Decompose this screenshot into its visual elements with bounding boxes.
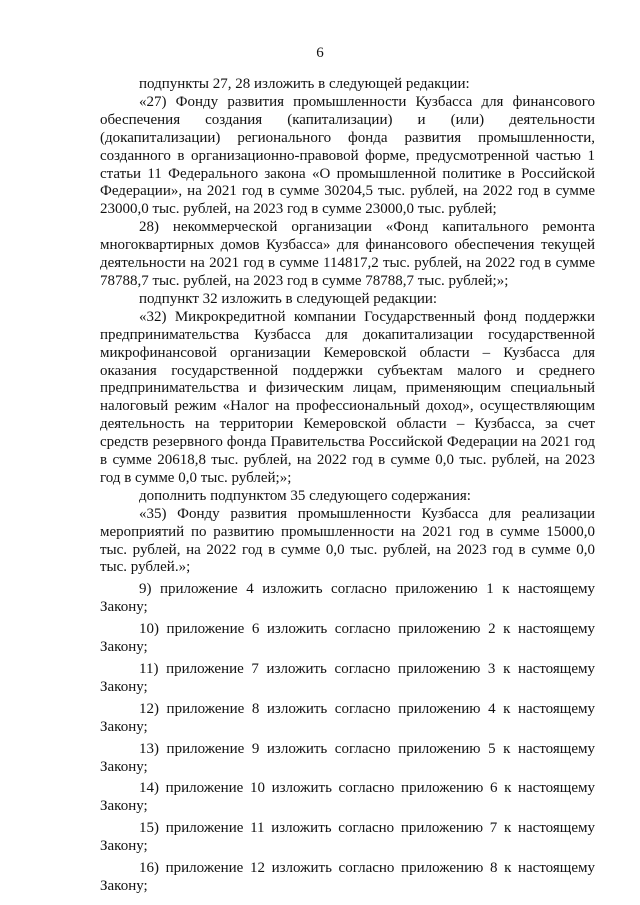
list-item-10: 10) приложение 6 изложить согласно приложению 2 к настоящему Закону;	[100, 621, 595, 656]
list-item-16: 16) приложение 12 изложить согласно приложению 8 к настоящему Закону;	[100, 860, 595, 894]
list-item-12: 12) приложение 8 изложить согласно приложению 4 к настоящему Закону;	[100, 700, 595, 735]
list-item-13: 13) приложение 9 изложить согласно приложению 5 к настоящему Закону;	[100, 740, 595, 775]
paragraph-subpoint-28: 28) некоммерческой организации «Фонд капитального ремонта многоквартирных домов Кузбасса» для финансового обеспечения текущей деятельности на 2021 год в сумме 114817,2 тыс. рублей, на 2022 год в сумме 78788,7 тыс. рублей, на 2023 год в сумме 78788,7 тыс. рублей;»;	[100, 219, 595, 289]
paragraph-subpoint-35: «35) Фонду развития промышленности Кузбасса для реализации мероприятий по развитию промышленности на 2021 год в сумме 15000,0 тыс. рублей, на 2022 год в сумме 0,0 тыс. рублей, на 2023 год в сумме 0,0 тыс. рублей.»;	[100, 505, 595, 576]
list-item-15: 15) приложение 11 изложить согласно приложению 7 к настоящему Закону;	[100, 820, 595, 855]
list-item-11: 11) приложение 7 изложить согласно приложению 3 к настоящему Закону;	[100, 661, 595, 695]
paragraph-subpoints-27-28-intro: подпункты 27, 28 изложить в следующей редакции:	[139, 76, 470, 92]
paragraph-subpoint-27: «27) Фонду развития промышленности Кузбасса для финансового обеспечения создания (капитализации) и (или) деятельности (докапитализации) регионального фонда развития промышленности, созданного в организационно-правовой форме, предусмотренной частью 1 статьи 11 Федерального закона «О промышленной политике в Российской Федерации», на 2021 год в сумме 30204,5 тыс. рублей, на 2022 год в сумме 23000,0 тыс. рублей, на 2023 год в сумме 23000,0 тыс. рублей;	[100, 93, 595, 218]
document-body	[100, 76, 595, 896]
paragraph-subpoint-35-intro: дополнить подпунктом 35 следующего содержания:	[139, 487, 471, 504]
paragraph-subpoint-32: «32) Микрокредитной компании Государственный фонд поддержки предпринимательства Кузбасса для докапитализации государственной микрофинансовой организации Кемеровской области – Кузбасса для оказания государственной поддержки субъектам малого и среднего предпринимательства и физическим лицам, применяющим специальный налоговый режим «Налог на профессиональный доход», осуществляющим деятельность на территории Кемеровской области – Кузбасса, за счет средств резервного фонда Правительства Российской Федерации на 2021 год в сумме 20618,8 тыс. рублей, на 2022 год в сумме 0,0 тыс. рублей, на 2023 год в сумме 0,0 тыс. рублей;»;	[100, 308, 595, 486]
paragraph-subpoint-32-intro: подпункт 32 изложить в следующей редакции:	[139, 290, 438, 307]
list-item-9: 9) приложение 4 изложить согласно приложению 1 к настоящему Закону;	[100, 581, 595, 616]
page-number: 6	[316, 45, 324, 61]
list-item-14: 14) приложение 10 изложить согласно приложению 6 к настоящему Закону;	[100, 780, 595, 815]
